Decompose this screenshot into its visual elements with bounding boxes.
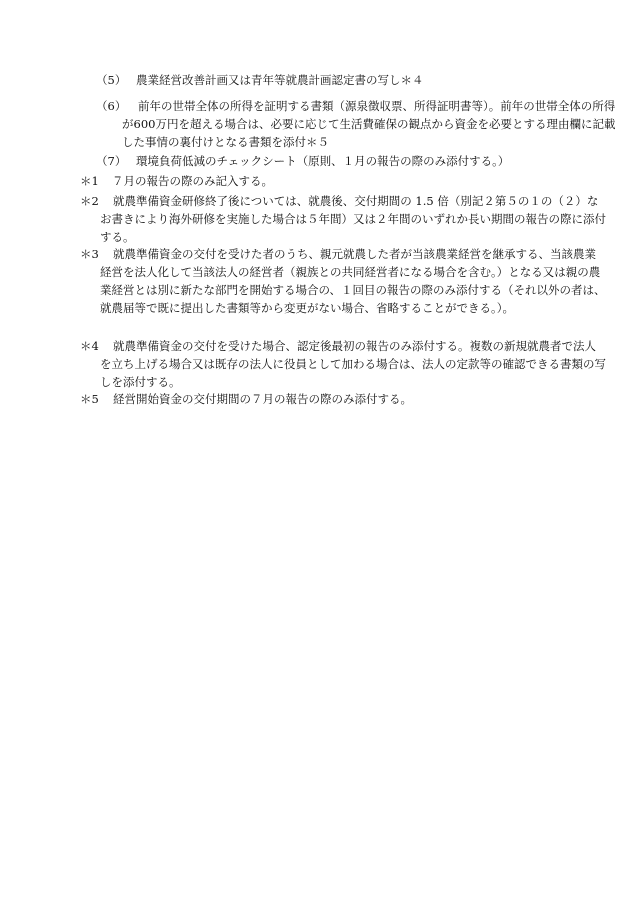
note-3 [80,245,606,317]
list-text: 環境負荷低減のチェックシート（原則、１月の報告の際のみ添付する。） [136,154,510,168]
note-marker: ＊4 [80,339,99,353]
list-marker: （7） [96,154,127,168]
note-marker: ＊1 [80,174,99,188]
note-text: 就農準備資金の交付を受けた場合、認定後最初の報告のみ添付する。複数の新規就農者で法人を立ち上げる場合又は既存の法人に役員として加わる場合は、法人の定款等の確認できる書類の写しを添付する。 [100,339,606,389]
list-item-6 [96,97,624,151]
note-text: 経営開始資金の交付期間の７月の報告の際のみ添付する。 [113,392,412,406]
note-text: 就農準備資金の交付を受けた者のうち、親元就農した者が当該農業経営を継承する、当該農業経営を法人化して当該法人の経営者（親族との共同経営者になる場合を含む。）となる又は親の農業経営とは別に新たな部門を開始する場合の、１回目の報告の際のみ添付する（それ以外の者は、就農届等で既に提出した書類等から変更がない場合、省略することができる。）。 [100,247,606,315]
list-item-5 [96,71,630,89]
note-text: ７月の報告の際のみ記入する。 [112,174,273,188]
note-2 [80,192,606,246]
note-5 [80,390,619,408]
list-marker: （6） [96,99,127,113]
list-marker: （5） [96,73,127,87]
list-text: 農業経営改善計画又は青年等就農計画認定書の写し＊４ [136,73,424,87]
note-marker: ＊2 [80,194,99,208]
list-text: 前年の世帯全体の所得を証明する書類（源泉徴収票、所得証明書等）。前年の世帯全体の所得が600万円を超える場合は、必要に応じて生活費確保の観点から資金を必要とする理由欄に記載した事情の裏付けとなる書類を添付＊５ [122,99,616,149]
note-4 [80,337,606,391]
note-marker: ＊5 [80,392,99,406]
note-text: 就農準備資金研修終了後については、就農後、交付期間の 1.5 倍（別記２第５の１の（２）なお書きにより海外研修を実施した場合は５年間）又は２年間のいずれか長い期間の報告の際に添付する。 [100,194,606,244]
note-marker: ＊3 [80,247,99,261]
list-item-7 [96,152,630,170]
note-1 [80,172,602,190]
